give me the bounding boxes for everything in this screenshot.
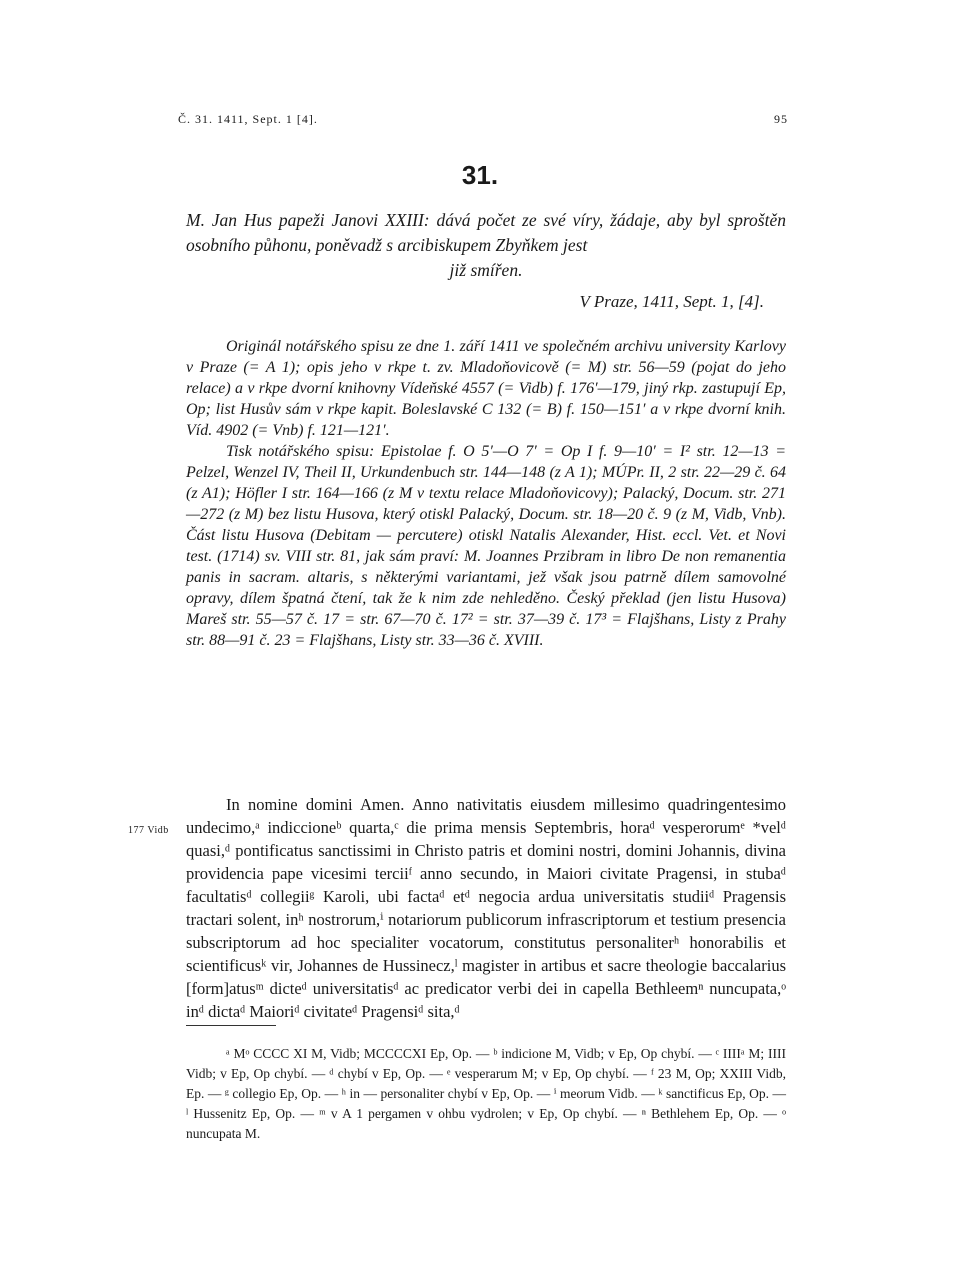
regest-summary (186, 208, 786, 283)
document-number: 31. (461, 160, 499, 190)
margin-folio-note: 177 Vidb (128, 825, 169, 836)
page-number: 95 (774, 112, 788, 126)
critical-apparatus (186, 1044, 786, 1144)
latin-paragraph: In nomine domini Amen. Anno nativitatis eiusdem millesimo quadringentesimo undecimo,ᵃ indiccioneᵇ quarta,ᶜ die prima mensis Septembris, horaᵈ vesperorumᵉ *velᵈ quasi,ᵈ pontificatus sanctissimi in Christo patris et domini nostri, domini Johannis, divina providencia pape vicesimi terciiᶠ anno secundo, in Maiori civitate Pragensi, in stubaᵈ facultatisᵈ collegiiᵍ Karoli, ubi factaᵈ etᵈ negocia ardua universitatis studiiᵈ Pragensis tractari solent, inʰ nostrorum,ⁱ notariorum publicorum infrascriptorum et testium presencia subscriptorum ad hoc specialiter vocatorum, constitutus personaliterʰ honorabilis et scientificusᵏ vir, Johannes de Hussinecz,ˡ magister in artibus et sacre theologie baccalarius [form]atusᵐ dicteᵈ universitatisᵈ ac predicator verbi dei in capella Bethleemⁿ nuncupata,ᵒ inᵈ dictaᵈ Maioriᵈ civitateᵈ Pragensiᵈ sita,ᵈ (186, 795, 786, 1021)
regest-last-line: již smířen. (449, 260, 523, 280)
date-place: V Praze, 1411, Sept. 1, [4]. (579, 292, 764, 311)
prints-paragraph: Tisk notářského spisu: Epistolae f. O 5′—O 7′ = Op I f. 9—10′ = I² str. 12—13 = Pelzel, Wenzel IV, Theil II, Urkundenbuch str. 144—148 (z A 1); MÚPr. II, 2 str. 22—29 č. 64 (z A1); Höfler I str. 164—166 (z M v textu relace Mladoňovicovy); Palacký, Docum. str. 271—272 (z M) bez listu Husova, který otiskl Palacký, Docum. str. 18—20 č. 9 (z M, Vidb, Vnb). Část listu Husova (Debitam — percutere) otiskl Natalis Alexander, Hist. eccl. Vet. et Novi test. (1714) sv. VIII str. 81, jak sám praví: M. Joannes Przibram in libro De non remanentia panis in sacram. altaris, s některými variantami, jež však jsou patrně dílem samovolné opravy, dílem špatná čtení, tak že k nim zde nehleděno. Český překlad (jen listu Husova) Mareš str. 55—57 č. 17 = str. 67—70 č. 17² = str. 37—39 č. 17³ = Flajšhans, Listy z Prahy str. 88—91 č. 23 = Flajšhans, Listy str. 33—36 č. XVIII. (186, 443, 786, 649)
latin-text (186, 793, 786, 1023)
footnote-rule (186, 1025, 276, 1026)
editorial-note (186, 336, 786, 651)
sources-paragraph: Originál notářského spisu ze dne 1. září 1411 ve společném archivu university Karlovy v Praze (= A 1); opis jeho v rkpe t. zv. Mladoňovicově (= M) str. 56—59 (pojat do jeho relace) a v rkpe dvorní knihovny Vídeňské 4557 (= Vidb) f. 176′—179, jiný rkp. zastupují Ep, Op; list Husův sám v rkpe kapit. Boleslavské C 132 (= B) f. 150—151′ a v rkpe dvorní knih. Víd. 4902 (= Vnb) f. 121—121′. (186, 338, 786, 439)
footnotes-text: ᵃ Mᵒ CCCC XI M, Vidb; MCCCCXI Ep, Op. — ᵇ indicione M, Vidb; v Ep, Op chybí. — ᶜ IIIIᵃ M; IIII Vidb; v Ep, Op chybí. — ᵈ chybí v Ep, Op. — ᵉ vesperarum M; v Ep, Op chybí. — ᶠ 23 M, Op; XXIII Vidb, Ep. — ᵍ collegio Ep, Op. — ʰ in — personaliter chybí v Ep, Op. — ⁱ meorum Vidb. — ᵏ sanctificus Ep, Op. — ˡ Hussenitz Ep, Op. — ᵐ v A 1 pergamen v ohbu vydrolen; v Ep, Op chybí. — ⁿ Bethlehem Ep, Op. — ᵒ nuncupata M. (186, 1046, 786, 1141)
header-citation: Č. 31. 1411, Sept. 1 [4]. (178, 112, 318, 126)
regest-text: M. Jan Hus papeži Janovi XXIII: dává počet ze své víry, žádaje, aby byl sproštěn osobního půhonu, poněvadž s arcibiskupem Zbyňkem jest (186, 210, 786, 255)
